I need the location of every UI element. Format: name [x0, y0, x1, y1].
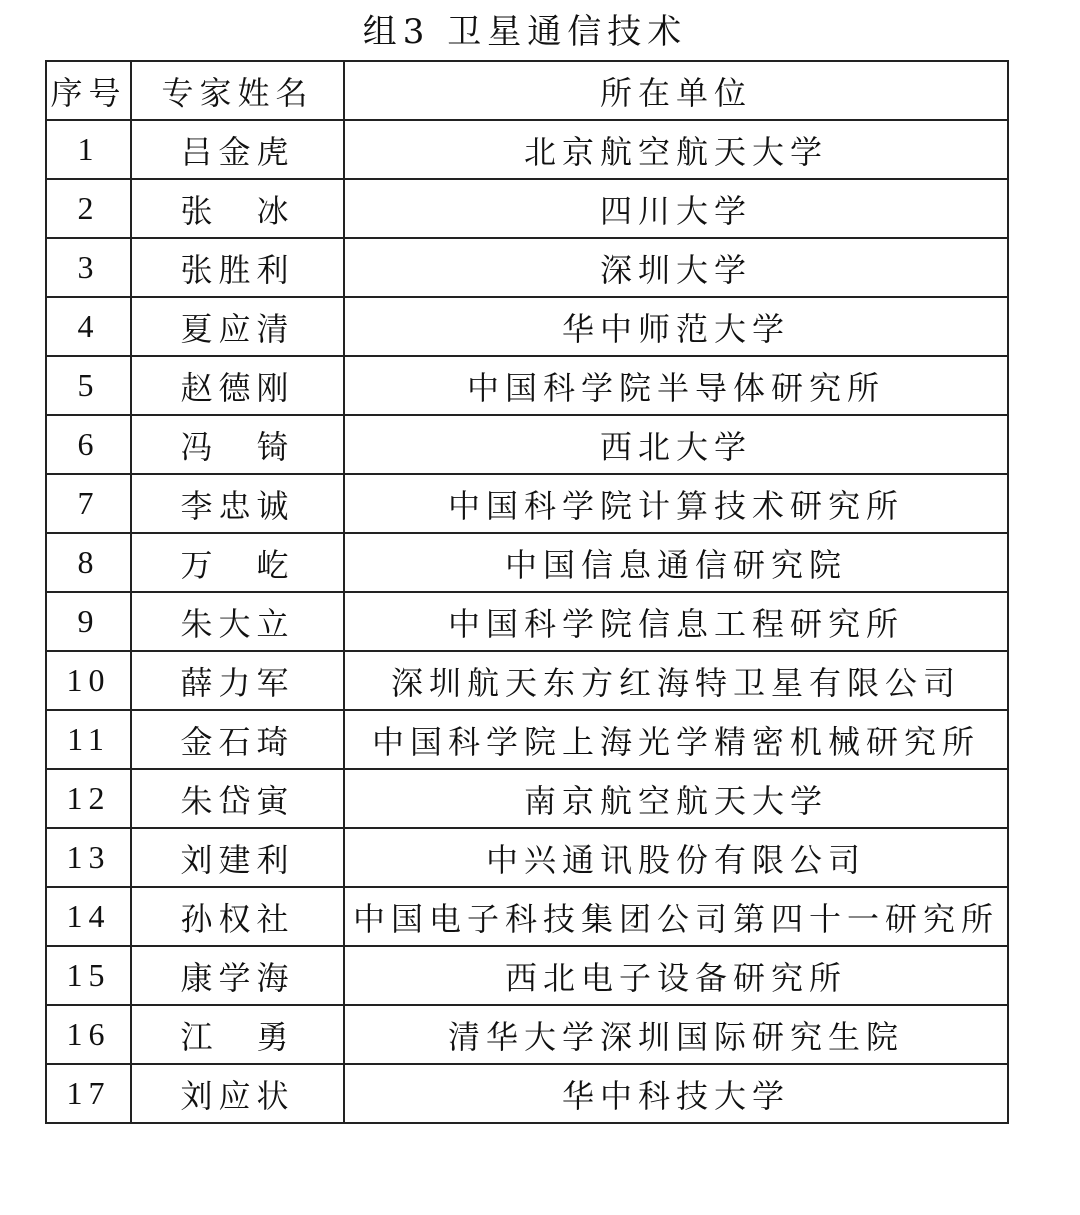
header-expert-name: 专家姓名	[131, 61, 344, 120]
affiliation-cell: 南京航空航天大学	[344, 769, 1008, 828]
expert-name-cell: 孙权社	[131, 887, 344, 946]
serial-number-cell: 12	[46, 769, 131, 828]
page-title: 组3 卫星通信技术	[362, 12, 688, 52]
table-row	[46, 592, 1008, 651]
serial-number-cell: 10	[46, 651, 131, 710]
affiliation-cell: 四川大学	[344, 179, 1008, 238]
expert-name-cell: 朱岱寅	[131, 769, 344, 828]
affiliation-cell: 华中科技大学	[344, 1064, 1008, 1123]
expert-name-cell: 刘应状	[131, 1064, 344, 1123]
affiliation-cell: 中国信息通信研究院	[344, 533, 1008, 592]
serial-number-cell: 9	[46, 592, 131, 651]
affiliation-cell: 清华大学深圳国际研究生院	[344, 1005, 1008, 1064]
serial-number-cell: 11	[46, 710, 131, 769]
table-row	[46, 356, 1008, 415]
serial-number-cell: 5	[46, 356, 131, 415]
table-row	[46, 1064, 1008, 1123]
table-row	[46, 1005, 1008, 1064]
serial-number-cell: 3	[46, 238, 131, 297]
expert-name-cell: 冯 锜	[131, 415, 344, 474]
table-row	[46, 533, 1008, 592]
expert-table	[45, 60, 1009, 1124]
table-row	[46, 946, 1008, 1005]
expert-name-cell: 朱大立	[131, 592, 344, 651]
serial-number-cell: 15	[46, 946, 131, 1005]
serial-number-cell: 14	[46, 887, 131, 946]
expert-name-cell: 李忠诚	[131, 474, 344, 533]
affiliation-cell: 中国科学院半导体研究所	[344, 356, 1008, 415]
affiliation-cell: 北京航空航天大学	[344, 120, 1008, 179]
affiliation-cell: 中国科学院上海光学精密机械研究所	[344, 710, 1008, 769]
table-row	[46, 769, 1008, 828]
header-affiliation: 所在单位	[344, 61, 1008, 120]
affiliation-cell: 中国科学院信息工程研究所	[344, 592, 1008, 651]
expert-name-cell: 万 屹	[131, 533, 344, 592]
header-serial-number: 序号	[46, 61, 131, 120]
serial-number-cell: 17	[46, 1064, 131, 1123]
table-row	[46, 415, 1008, 474]
serial-number-cell: 13	[46, 828, 131, 887]
serial-number-cell: 6	[46, 415, 131, 474]
table-header-row	[46, 61, 1008, 120]
table-body	[46, 120, 1008, 1123]
expert-name-cell: 江 勇	[131, 1005, 344, 1064]
serial-number-cell: 16	[46, 1005, 131, 1064]
table-row	[46, 828, 1008, 887]
expert-name-cell: 薛力军	[131, 651, 344, 710]
serial-number-cell: 2	[46, 179, 131, 238]
expert-name-cell: 张胜利	[131, 238, 344, 297]
table-row	[46, 474, 1008, 533]
expert-name-cell: 金石琦	[131, 710, 344, 769]
table-row	[46, 179, 1008, 238]
affiliation-cell: 深圳航天东方红海特卫星有限公司	[344, 651, 1008, 710]
expert-name-cell: 赵德刚	[131, 356, 344, 415]
table-row	[46, 887, 1008, 946]
table-row	[46, 120, 1008, 179]
expert-name-cell: 刘建利	[131, 828, 344, 887]
table-row	[46, 238, 1008, 297]
expert-name-cell: 康学海	[131, 946, 344, 1005]
serial-number-cell: 4	[46, 297, 131, 356]
expert-name-cell: 夏应清	[131, 297, 344, 356]
expert-name-cell: 吕金虎	[131, 120, 344, 179]
affiliation-cell: 西北大学	[344, 415, 1008, 474]
serial-number-cell: 8	[46, 533, 131, 592]
affiliation-cell: 西北电子设备研究所	[344, 946, 1008, 1005]
expert-name-cell: 张 冰	[131, 179, 344, 238]
affiliation-cell: 中国电子科技集团公司第四十一研究所	[344, 887, 1008, 946]
affiliation-cell: 华中师范大学	[344, 297, 1008, 356]
affiliation-cell: 中兴通讯股份有限公司	[344, 828, 1008, 887]
table-row	[46, 651, 1008, 710]
table-row	[46, 297, 1008, 356]
affiliation-cell: 中国科学院计算技术研究所	[344, 474, 1008, 533]
serial-number-cell: 1	[46, 120, 131, 179]
serial-number-cell: 7	[46, 474, 131, 533]
affiliation-cell: 深圳大学	[344, 238, 1008, 297]
table-row	[46, 710, 1008, 769]
